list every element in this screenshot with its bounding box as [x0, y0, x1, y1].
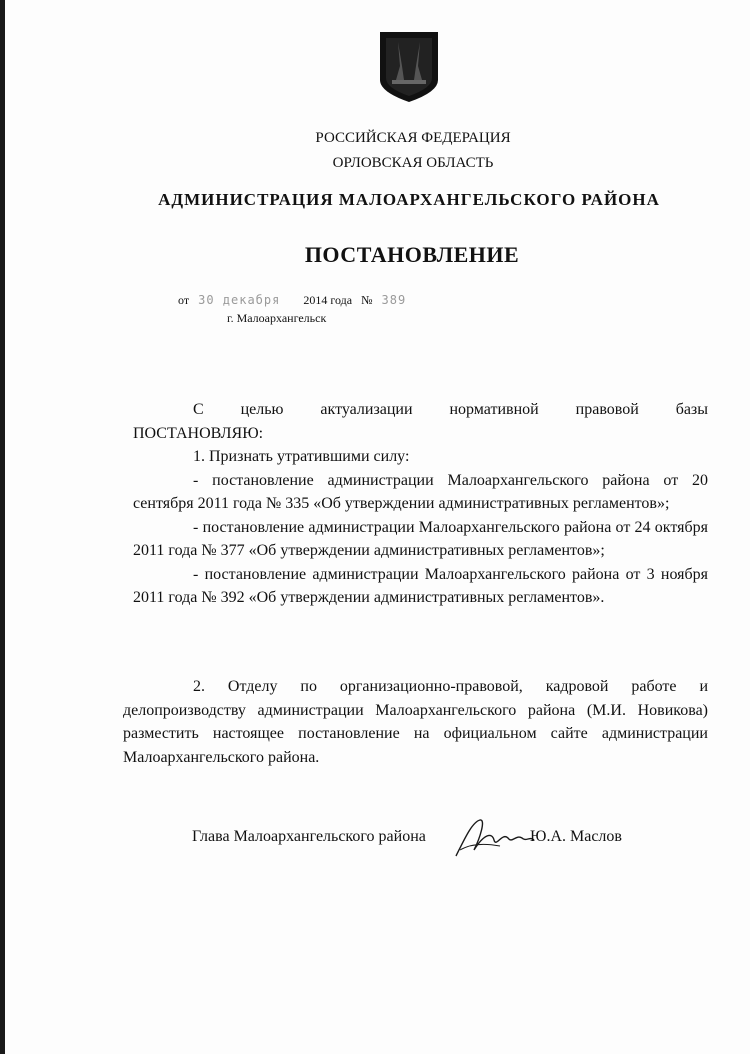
item-1-a: - постановление администрации Малоархангельского района от 20 сентября 2011 года № 335 «Об утверждении административных регламентов»; — [133, 471, 708, 512]
purpose-paragraph: С целью актуализации нормативной правовой базы — [193, 401, 708, 418]
resolve-line: ПОСТАНОВЛЯЮ: — [133, 424, 264, 442]
number-stamp: 389 — [381, 293, 407, 307]
number-sign: № — [361, 293, 373, 307]
scan-edge — [0, 0, 5, 1054]
signatory-position: Глава Малоархангельского района — [192, 828, 426, 845]
dateline — [178, 293, 406, 308]
country-heading: РОССИЙСКАЯ ФЕДЕРАЦИЯ — [315, 130, 511, 146]
item-1-b: - постановление администрации Малоархангельского района от 24 октября 2011 года № 377 «Об утверждении административных регламентов»; — [133, 518, 708, 559]
document-title: ПОСТАНОВЛЕНИЕ — [304, 242, 520, 267]
signatory-name: Ю.А. Маслов — [530, 828, 622, 845]
administration-heading: АДМИНИСТРАЦИЯ МАЛОАРХАНГЕЛЬСКОГО РАЙОНА — [158, 190, 660, 209]
date-year: 2014 года — [303, 293, 353, 307]
item-1-c: - постановление администрации Малоархангельского района от 3 ноября 2011 года № 392 «Об утверждении административных регламентов». — [133, 565, 708, 606]
item-2-block — [123, 675, 708, 769]
item-2: 2. Отделу по организационно-правовой, кадровой работе и делопроизводству администрации Малоархангельского района (М.И. Новикова) разместить настоящее постановление на официальном сайте администрации Малоархангельского района. — [123, 678, 708, 766]
document-body — [133, 398, 708, 610]
region-heading: ОРЛОВСКАЯ ОБЛАСТЬ — [332, 155, 494, 171]
date-stamp: 30 декабря — [198, 293, 281, 307]
item-1-title: 1. Признать утратившими силу: — [193, 448, 410, 465]
date-prefix: от — [178, 293, 190, 307]
coat-of-arms-emblem — [378, 30, 440, 104]
city-line: г. Малоархангельск — [227, 311, 327, 325]
